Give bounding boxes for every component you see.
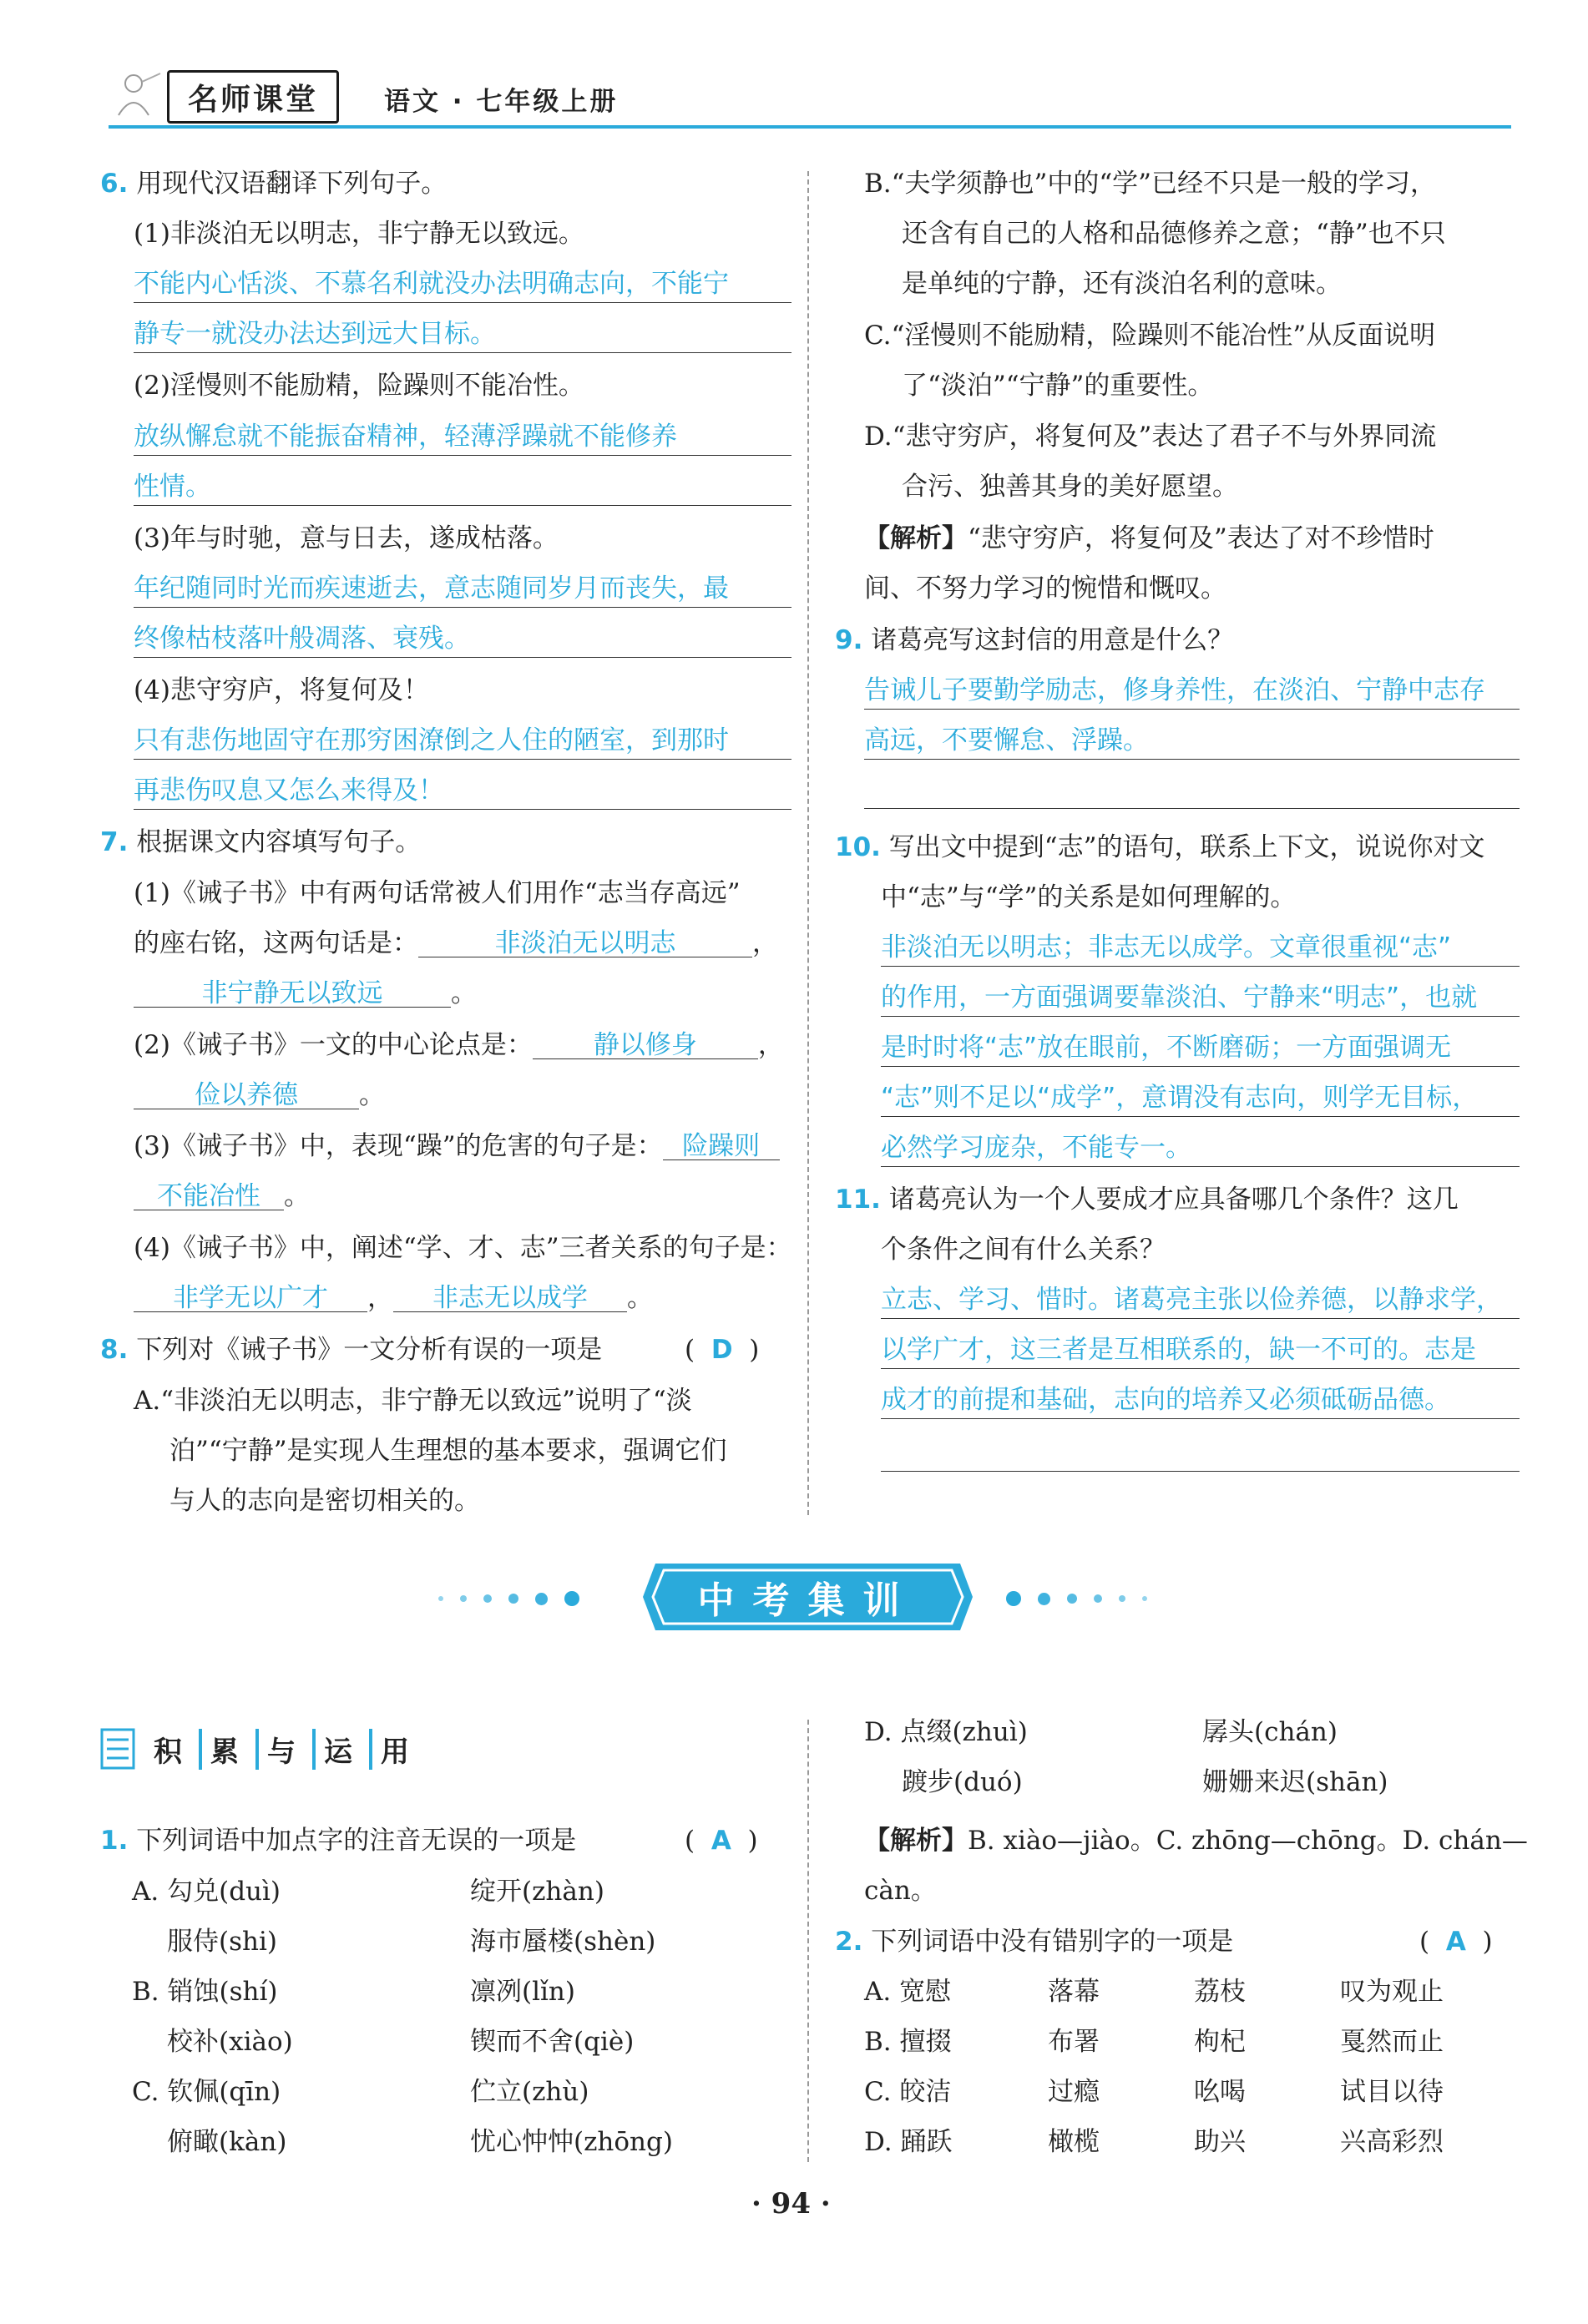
answer-line: 不能内心恬淡、不慕名利就没办法明确志向，不能宁: [134, 271, 791, 303]
answer-line: 立志、学习、惜时。诸葛亮主张以俭养德，以静求学，: [881, 1287, 1520, 1319]
sentence-1: (1)非淡泊无以明志，非宁静无以致远。: [134, 219, 584, 249]
paren: ): [749, 1335, 760, 1365]
analysis-text: B. xiào—jiào。C. zhōng—chōng。D. chán—: [968, 1826, 1528, 1856]
answer-line: 告诫儿子要勤学励志，修身养性，在淡泊、宁静中志存: [864, 678, 1520, 710]
sentence-2: (2)淫慢则不能励精，险躁则不能冶性。: [134, 371, 584, 401]
prompt-text: (2)《诫子书》一文的中心论点是：: [134, 1030, 533, 1060]
question-number: 10.: [835, 832, 881, 862]
option-c: C.“淫慢则不能励精，险躁则不能冶性”从反面说明: [864, 321, 1436, 351]
word-cell: 过瘾: [1048, 2077, 1100, 2107]
option-c-cont: 了“淡泊”“宁静”的重要性。: [902, 371, 1214, 401]
prompt-text: (1)《诫子书》中有两句话常被人们用作“志当存高远”: [134, 878, 741, 908]
option-a-cont: 与人的志向是密切相关的。: [169, 1486, 480, 1516]
option-item: 伫立(zhù): [470, 2077, 589, 2107]
punct: 。: [284, 1181, 310, 1211]
option-item: C. 钦佩(qīn): [132, 2077, 281, 2107]
question-stem: 用现代汉语翻译下列句子。: [136, 169, 448, 199]
punct: 。: [451, 978, 477, 1008]
word-cell: 橄榄: [1048, 2127, 1100, 2157]
section-title: [100, 1728, 417, 1770]
word-cell: 枸杞: [1194, 2027, 1246, 2057]
paren: (: [685, 1826, 695, 1856]
word-cell: 布署: [1048, 2027, 1100, 2057]
question-stem: 诸葛亮写这封信的用意是什么？: [871, 625, 1234, 655]
option-item: 锲而不舍(qiè): [470, 2027, 635, 2057]
answer-line: 静专一就没办法达到远大目标。: [134, 321, 791, 353]
prompt-text: 的座右铭，这两句话是：: [134, 928, 418, 958]
answer-line: 年纪随同时光而疾速逝去，意志随同岁月而丧失，最: [134, 576, 791, 608]
page-header: [109, 65, 1511, 132]
option-item: 服侍(shi): [167, 1927, 277, 1957]
word-cell: C. 皎洁: [864, 2077, 952, 2107]
answer-line: 成才的前提和基础，志向的培养又必须砥砺品德。: [881, 1387, 1520, 1419]
question-stem-cont: 中“志”与“学”的关系是如何理解的。: [881, 882, 1297, 912]
question-number: 2.: [835, 1927, 863, 1957]
subject-title: 语文 · 七年级上册: [384, 87, 619, 117]
answer-line: 以学广才，这三者是互相联系的，缺一不可的。志是: [881, 1337, 1520, 1369]
prompt-text: (3)《诫子书》中，表现“躁”的危害的句子是：: [134, 1131, 663, 1161]
answer-line: 性情。: [134, 474, 791, 506]
fill-blank: 俭以养德: [134, 1083, 359, 1109]
fill-blank: 不能冶性: [134, 1184, 284, 1210]
word-cell: 荔枝: [1194, 1977, 1246, 2007]
option-item: A. 勾兑(duì): [132, 1877, 281, 1907]
option-a-cont: 泊”“宁静”是实现人生理想的基本要求，强调它们: [169, 1436, 727, 1466]
sentence-4: (4)悲守穷庐，将复何及！: [134, 675, 429, 705]
option-item: 俯瞰(kàn): [167, 2127, 287, 2157]
banner-title: 中考集训: [697, 1579, 918, 1622]
column-divider: [807, 171, 809, 1515]
paren: (: [1419, 1927, 1430, 1957]
answer-choice: A: [1445, 1927, 1466, 1957]
banner-dots-right: [1006, 1590, 1147, 1607]
fill-blank: 非学无以广才: [134, 1286, 367, 1312]
question-stem: 根据课文内容填写句子。: [136, 827, 422, 857]
word-cell: 落幕: [1048, 1977, 1100, 2007]
empty-answer-line: [864, 808, 1520, 809]
option-item: 凛冽(lǐn): [470, 1977, 575, 2007]
column-divider-bottom: [807, 1720, 809, 2162]
word-cell: 助兴: [1194, 2127, 1246, 2157]
word-cell: 吆喝: [1194, 2077, 1246, 2107]
question-number: 1.: [100, 1826, 129, 1856]
scholar-deco-icon: [109, 65, 167, 124]
punct: ，: [752, 928, 778, 958]
option-item: 姗姗来迟(shān): [1202, 1767, 1388, 1797]
option-item: D. 点缀(zhuì): [864, 1717, 1028, 1747]
paren: ): [1482, 1927, 1493, 1957]
answer-line: 高远，不要懈怠、浮躁。: [864, 728, 1520, 760]
word-cell: A. 宽慰: [864, 1977, 952, 2007]
banner-dots-left: [438, 1590, 579, 1607]
analysis-label: 【解析】: [864, 1826, 968, 1856]
word-cell: B. 擅掇: [864, 2027, 952, 2057]
section-char: 与: [255, 1729, 304, 1770]
option-item: 孱头(chán): [1202, 1717, 1338, 1747]
punct: ，: [367, 1283, 393, 1313]
word-cell: D. 踊跃: [864, 2127, 953, 2157]
sentence-3: (3)年与时驰，意与日去，遂成枯落。: [134, 523, 559, 553]
brand-logo: 名师课堂: [167, 70, 339, 124]
question-number: 7.: [100, 827, 129, 857]
section-char: 积: [154, 1735, 182, 1769]
question-stem-cont: 个条件之间有什么关系？: [881, 1235, 1166, 1265]
answer-line: 非淡泊无以明志；非志无以成学。文章很重视“志”: [881, 935, 1520, 967]
word-cell: 叹为观止: [1340, 1977, 1444, 2007]
section-icon: [100, 1728, 137, 1770]
word-cell: 戛然而止: [1340, 2027, 1444, 2057]
fill-blank: 非志无以成学: [393, 1286, 627, 1312]
option-a: A.“非淡泊无以明志，非宁静无以致远”说明了“淡: [134, 1386, 692, 1416]
section-char: 用: [369, 1729, 417, 1770]
option-item: 绽开(zhàn): [470, 1877, 604, 1907]
option-item: 海市蜃楼(shèn): [470, 1927, 656, 1957]
question-number: 9.: [835, 625, 863, 655]
option-b-cont: 是单纯的宁静，还有淡泊名利的意味。: [902, 269, 1342, 299]
punct: 。: [359, 1080, 385, 1110]
question-stem: 诸葛亮认为一个人要成才应具备哪几个条件？这几: [888, 1185, 1459, 1215]
fill-blank: 非宁静无以致远: [134, 981, 451, 1008]
punct: 。: [627, 1283, 653, 1313]
paren: (: [685, 1335, 695, 1365]
question-stem: 写出文中提到“志”的语句，联系上下文，说说你对文: [888, 832, 1485, 862]
option-b: B.“夫学须静也”中的“学”已经不只是一般的学习，: [864, 169, 1437, 199]
question-stem: 下列词语中没有错别字的一项是: [871, 1927, 1234, 1957]
page-number: · 94 ·: [751, 2187, 831, 2220]
option-d: D.“悲守穷庐，将复何及”表达了君子不与外界同流: [864, 422, 1437, 452]
option-item: 忧心忡忡(zhōng): [470, 2127, 673, 2157]
answer-line: 终像枯枝落叶般凋落、衰残。: [134, 626, 791, 658]
answer-line: 的作用，一方面强调要靠淡泊、宁静来“明志”，也就: [881, 985, 1520, 1017]
question-stem: 下列对《诫子书》一文分析有误的一项是: [136, 1335, 603, 1365]
question-number: 11.: [835, 1185, 881, 1215]
analysis-text: càn。: [864, 1876, 937, 1906]
answer-choice: A: [711, 1826, 731, 1856]
answer-line: 放纵懈怠就不能振奋精神，轻薄浮躁就不能修养: [134, 424, 791, 456]
paren: ): [747, 1826, 758, 1856]
empty-answer-line: [881, 1471, 1520, 1472]
answer-line: 再悲伤叹息又怎么来得及！: [134, 778, 791, 810]
answer-line: 只有悲伤地固守在那穷困潦倒之人住的陋室，到那时: [134, 728, 791, 760]
word-cell: 兴高彩烈: [1340, 2127, 1444, 2157]
prompt-text: (4)《诫子书》中，阐述“学、才、志”三者关系的句子是：: [134, 1233, 792, 1263]
question-number: 8.: [100, 1335, 129, 1365]
section-banner: [639, 1559, 977, 1634]
question-stem: 下列词语中加点字的注音无误的一项是: [136, 1826, 577, 1856]
answer-choice: D: [711, 1335, 733, 1365]
fill-blank: 险躁则: [663, 1134, 780, 1160]
option-item: B. 销蚀(shí): [132, 1977, 278, 2007]
fill-blank: 非淡泊无以明志: [418, 931, 752, 957]
option-d-cont: 合污、独善其身的美好愿望。: [902, 472, 1238, 502]
word-cell: 试目以待: [1340, 2077, 1444, 2107]
section-char: 累: [199, 1729, 247, 1770]
question-number: 6.: [100, 169, 129, 199]
option-b-cont: 还含有自己的人格和品德修养之意；“静”也不只: [902, 219, 1446, 249]
analysis-text: 间、不努力学习的惋惜和慨叹。: [864, 573, 1226, 604]
answer-line: “志”则不足以“成学”，意谓没有志向，则学无目标，: [881, 1085, 1520, 1117]
analysis-label: 【解析】: [864, 523, 968, 553]
analysis-text: “悲守穷庐，将复何及”表达了对不珍惜时: [968, 523, 1434, 553]
option-item: 校补(xiào): [167, 2027, 293, 2057]
section-char: 运: [312, 1729, 361, 1770]
fill-blank: 静以修身: [533, 1033, 758, 1059]
header-rule: [109, 125, 1511, 129]
punct: ，: [757, 1030, 784, 1060]
answer-line: 必然学习庞杂，不能专一。: [881, 1135, 1520, 1167]
option-item: 踱步(duó): [902, 1767, 1023, 1797]
answer-line: 是时时将“志”放在眼前，不断磨砺；一方面强调无: [881, 1035, 1520, 1067]
